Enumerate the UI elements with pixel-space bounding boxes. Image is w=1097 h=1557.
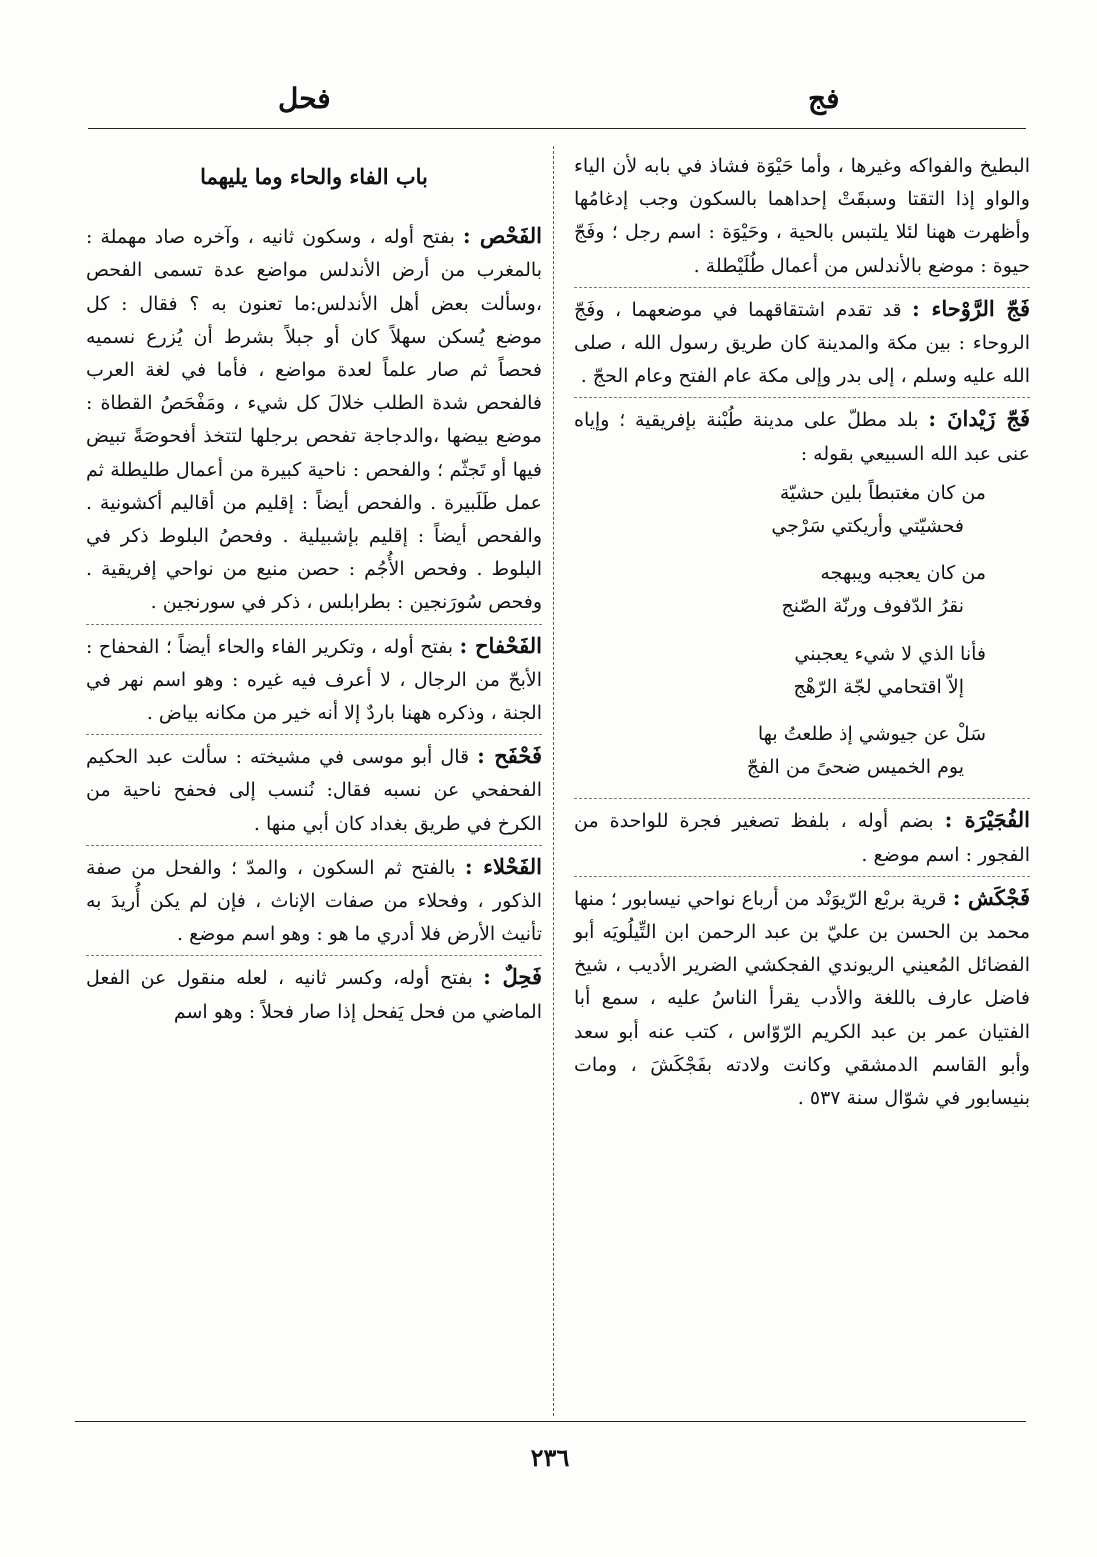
entry-fajj-rawha	[574, 287, 1030, 394]
footer-rule	[75, 1421, 1026, 1422]
entry-body: بفتح أوله، وكسر ثانيه ، لعله منقول عن الفعل الماضي من فحل يَفحل إذا صار فحلاً : وهو اسم	[86, 967, 542, 1023]
headword: الفُجَيْرَة :	[944, 807, 1031, 833]
entry-body: بضم أوله ، بلفظ تصغير فجرة للواحدة من الفجور : اسم موضع .	[574, 810, 1030, 866]
entry-body: بفتح أوله ، وتكرير الفاء والحاء أيضاً ؛ الفحفاح : الأبحّ من الرجال ، لا أعرف فيه غيره : وهو اسم نهر في الجنة ، وذكره ههنا باردٌ إلا أنه خير من مكانه بياض .	[86, 635, 542, 725]
headword: فَحْفَح :	[477, 743, 542, 769]
entry-fahs	[86, 219, 542, 619]
verse-second-hemistich: نقرُ الدّفوف ورنّة الصّنج	[781, 595, 964, 618]
section-title: باب الفاء والحاء وما يليهما	[200, 164, 428, 189]
entry-body: بلد مطلّ على مدينة طُبْنة بإفريقية ؛ وإياه عنى عبد الله السبيعي بقوله :	[574, 409, 1030, 465]
continuation-paragraph: البطيخ والفواكه وغيرها ، وأما حَيْوَة فشاذ في بابه لأن الياء والواو إذا التقتا وسبقَتْ إحداهما بالسكون وجب إدغامُها وأظهرت ههنا لئلا يلتبس بالحية ، وحَيْوَة : اسم رجل ؛ وفَجّ حيوة : موضع بالأندلس من أعمال طُلَيْطلة .	[574, 155, 1030, 277]
entry-fajkash	[574, 876, 1030, 1115]
entry-body: قد تقدم اشتقاقهما في موضعهما ، وفَجّ الروحاء : بين مكة والمدينة كان طريق رسول الله ، صلى الله عليه وسلم ، إلى بدر وإلى مكة عام الفتح وعام الحجّ .	[574, 298, 1030, 388]
entry-fahil	[86, 955, 542, 1028]
entry-body: قال أبو موسى في مشيخته : سألت عبد الحكيم الفحفحي عن نسبه فقال: نُنسب إلى فحفح ناحية من الكرخ في طريق بغداد كان أبي منها .	[86, 746, 542, 835]
headword: فَجّ زَيْدانَ :	[928, 406, 1031, 432]
poem-couplet	[614, 557, 986, 623]
headword: الفَحْفاح :	[459, 632, 542, 658]
running-header-left: فحل	[278, 82, 331, 115]
headword: الفَحْلاء :	[464, 853, 542, 879]
entry-fajj-zaydan	[574, 397, 1030, 784]
verse-first-hemistich: سَلْ عن جيوشي إذ طلعتُ بها	[757, 723, 986, 746]
entry-fahfah	[86, 624, 542, 731]
headword: فَجْكَش :	[952, 884, 1030, 910]
running-header-right: فج	[808, 82, 840, 115]
entry-fahla	[86, 845, 542, 952]
left-column	[86, 150, 542, 1033]
headword: فَحِلٌ :	[483, 964, 542, 990]
entry-body: قرية بربْع الرّيوَنْد من أرباع نواحي نيسابور ؛ منها محمد بن الحسن بن عليّ بن عبد الرحمن ابن التِّيلُويَه أبو الفضائل المُعيني الريوندي الفجكشي الضرير الأديب ، شيخ فاضل عارف باللغة والأدب يقرأ الناسُ عليه ، سمع أبا الفتيان عمر بن عبد الكريم الرّوّاس ، كتب عنه أبو سعد وأبو القاسم الدمشقي وكانت ولادته بفَجْكَشَ ، ومات بنيسابور في شوّال سنة ٥٣٧ .	[574, 887, 1030, 1110]
verse-first-hemistich: من كان مغتبطاً بلين حشيّة	[779, 481, 986, 504]
poem-couplet	[614, 638, 986, 704]
poem	[574, 471, 1030, 785]
verse-first-hemistich: من كان يعجبه ويبهجه	[820, 562, 986, 585]
entry-body: بالفتح ثم السكون ، والمدّ ؛ والفحل من صفة الذكور ، وفحلاء من صفات الإناث ، فإن لم يكن أُريدَ به تأنيث الأرض فلا أدري ما هو : وهو اسم موضع .	[86, 856, 542, 946]
verse-second-hemistich: فحشيّتي وأريكتي سَرْجي	[771, 515, 964, 538]
right-column	[574, 150, 1030, 1119]
verse-second-hemistich: يوم الخميس ضحىً من الفجّ	[746, 756, 964, 779]
entry-fahfah-2	[86, 734, 542, 841]
headword: فَجّ الرَّوْحاء :	[912, 295, 1031, 321]
poem-couplet	[614, 477, 986, 543]
header-rule	[88, 128, 1026, 129]
poem-couplet	[614, 718, 986, 784]
headword: الفَحْص :	[462, 223, 543, 249]
page-number: ٢٣٦	[530, 1443, 570, 1472]
column-divider	[553, 146, 554, 1416]
entry-fujayra	[574, 798, 1030, 871]
verse-first-hemistich: فأنا الذي لا شيء يعجبني	[794, 642, 986, 665]
entry-body: بفتح أوله ، وسكون ثانيه ، وآخره صاد مهملة : بالمغرب من أرض الأندلس مواضع عدة تسمى الفحص ،وسألت بعض أهل الأندلس:ما تعنون به ؟ فقال : كل موضع يُسكن سهلاً كان أو جبلاً بشرط أن يُزرع نسميه فحصاً ثم صار علماً لعدة مواضع ، فأما في لغة العرب فالفحص شدة الطلب خلالَ كل شيء ، ومَفْحَصُ القطاة : موضع بيضها ،والدجاجة تفحص برجلها لتتخذ أفحوصَةً تبيض فيها أو تَجثّم ؛ والفحص : ناحية كبيرة من أعمال طليطلة ثم عمل طَلَبيرة . والفحص أيضاً : إقليم من أقاليم أكشونية . والفحص أيضاً : إقليم بإشبيلية . وفحصُ البلوط ذكر في البلوط . وفحص الأُجُم : حصن منيع من نواحي إفريقية . وفحص سُورَنجين : بطرابلس ، ذكر في سورنجين .	[86, 226, 542, 614]
verse-second-hemistich: إلاّ اقتحامي لجّة الرّهْج	[793, 675, 964, 698]
